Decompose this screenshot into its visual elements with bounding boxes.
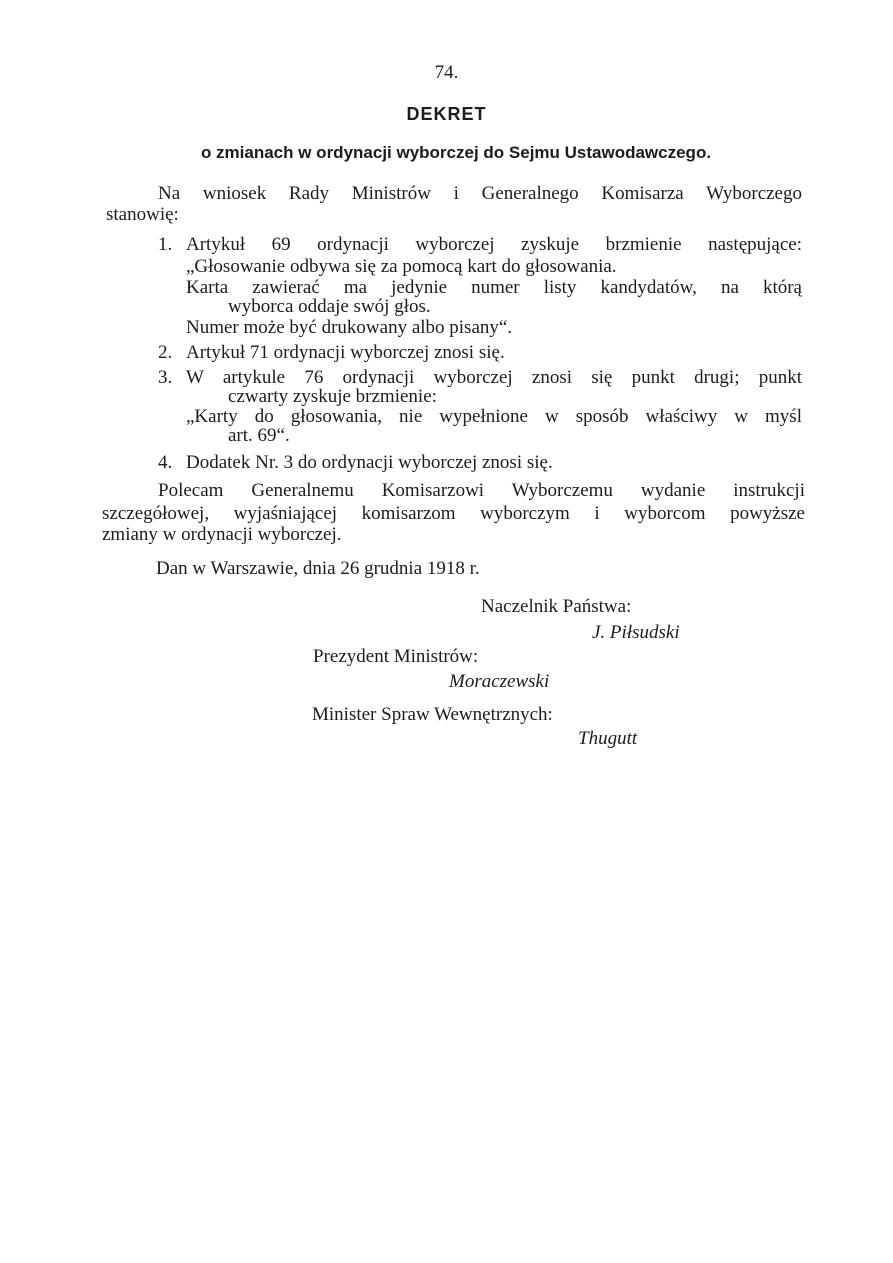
signature-name: Moraczewski (449, 671, 550, 692)
intro-line: stanowię: (106, 204, 179, 225)
item-number: 3. (158, 367, 173, 388)
date-line: Dan w Warszawie, dnia 26 grudnia 1918 r. (156, 558, 480, 579)
item-line: art. 69“. (228, 425, 290, 446)
item-number: 2. (158, 342, 173, 363)
closing-line: Polecam Generalnemu Komisarzowi Wyborczemu wydanie instrukcji (158, 480, 805, 501)
item-number: 1. (158, 234, 173, 255)
signature-role: Prezydent Ministrów: (313, 646, 479, 667)
item-line: Artykuł 71 ordynacji wyborczej znosi się. (186, 342, 505, 363)
closing-line: zmiany w ordynacji wyborczej. (102, 524, 342, 545)
item-line: Dodatek Nr. 3 do ordynacji wyborczej znosi się. (186, 452, 553, 473)
item-line: czwarty zyskuje brzmienie: (228, 386, 437, 407)
decree-title: DEKRET (406, 104, 487, 124)
item-line: Artykuł 69 ordynacji wyborczej zyskuje brzmienie następujące: (186, 234, 802, 255)
signature-role: Minister Spraw Wewnętrznych: (312, 704, 553, 725)
closing-line: szczegółowej, wyjaśniającej komisarzom wyborczym i wyborcom powyższe (102, 503, 805, 524)
signature-name: Thugutt (578, 728, 638, 749)
item-number: 4. (158, 452, 173, 473)
intro-line: Na wniosek Rady Ministrów i Generalnego Komisarza Wyborczego (158, 183, 802, 204)
item-line: „Karty do głosowania, nie wypełnione w sposób właściwy w myśl (186, 406, 802, 427)
decree-subtitle: o zmianach w ordynacji wyborczej do Sejmu Ustawodawczego. (200, 143, 712, 162)
item-line: wyborca oddaje swój głos. (228, 296, 431, 317)
signature-name: J. Piłsudski (592, 622, 680, 643)
item-line: Karta zawierać ma jedynie numer listy kandydatów, na którą (186, 277, 802, 298)
signature-role: Naczelnik Państwa: (481, 596, 632, 617)
item-line: „Głosowanie odbywa się za pomocą kart do głosowania. (186, 256, 617, 277)
item-line: W artykule 76 ordynacji wyborczej znosi się punkt drugi; punkt (186, 367, 802, 388)
page-number: 74. (434, 62, 459, 83)
item-line: Numer może być drukowany albo pisany“. (186, 317, 513, 338)
